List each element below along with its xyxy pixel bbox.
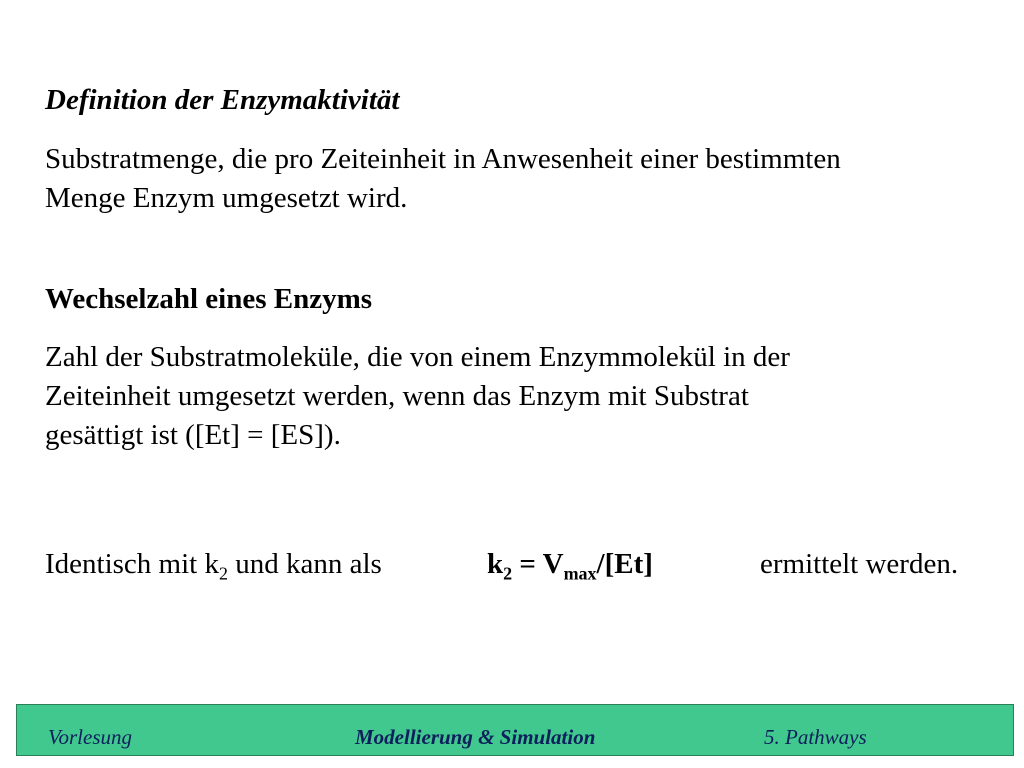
formula-outro: ermittelt werden. — [760, 548, 959, 580]
formula-intro-text: Identisch mit k — [45, 548, 219, 580]
footer-chapter-label: 5. Pathways — [764, 725, 867, 749]
footer-bar — [16, 704, 1014, 756]
definition-line-2: Menge Enzym umgesetzt wird. — [45, 182, 408, 214]
definition-paragraph — [45, 140, 841, 218]
formula-k-subscript: 2 — [503, 563, 513, 584]
definition-heading: Definition der Enzymaktivität — [45, 84, 400, 116]
formula-line — [45, 545, 1005, 589]
formula-k: k — [487, 548, 504, 580]
formula-v-subscript: max — [563, 563, 597, 584]
formula-tail: /[Et] — [596, 548, 653, 580]
formula-intro-subscript: 2 — [218, 563, 228, 584]
definition-line-1: Substratmenge, die pro Zeiteinheit in Anwesenheit einer bestimmten — [45, 143, 841, 175]
turnover-line-1: Zahl der Substratmoleküle, die von einem Enzymmolekül in der — [45, 341, 790, 373]
footer-lecture-label: Vorlesung — [48, 725, 132, 749]
turnover-line-2: Zeiteinheit umgesetzt werden, wenn das Enzym mit Substrat — [45, 380, 749, 412]
turnover-line-3: gesättigt ist ([Et] = [ES]). — [45, 419, 341, 451]
formula-equals-v: = V — [512, 548, 564, 580]
turnover-paragraph — [45, 338, 790, 455]
formula-intro — [45, 545, 382, 584]
formula-expression — [487, 545, 653, 584]
turnover-heading: Wechselzahl eines Enzyms — [45, 283, 373, 315]
formula-intro-rest: und kann als — [227, 548, 382, 580]
footer-course-title: Modellierung & Simulation — [355, 725, 596, 749]
